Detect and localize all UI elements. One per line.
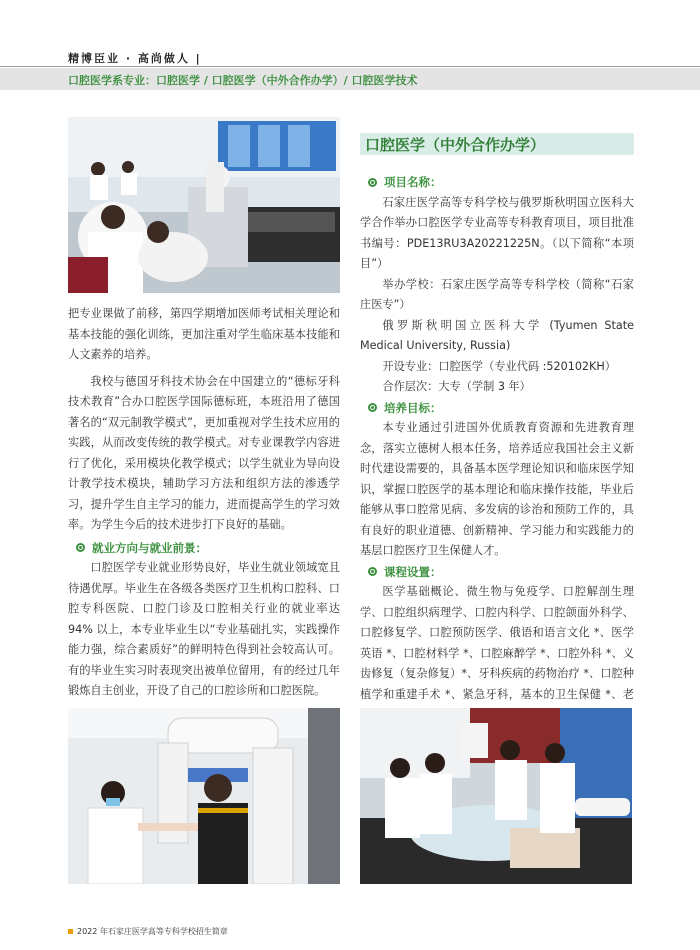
footer	[68, 926, 228, 937]
project-heading	[368, 172, 634, 193]
bullet-icon	[368, 403, 377, 412]
right-column	[360, 172, 634, 746]
left-paragraph-1: 把专业课做了前移，第四学期增加医师考试相关理论和基本技能的强化训练，更加注重对学生临床基本技能和人文素养的培养。	[68, 307, 340, 361]
courses-heading-label: 课程设置：	[384, 564, 442, 579]
footer-text: 2022 年石家庄医学高等专科学校招生简章	[77, 927, 228, 936]
project-heading-label: 项目名称：	[384, 175, 442, 189]
goal-heading	[368, 398, 634, 419]
header-divider	[0, 66, 700, 67]
goal-text: 本专业通过引进国外优质教育资源和先进教育理念，落实立德树人根本任务，培养适应我国社会主义新时代建设需要的，具备基本医学理论知识和临床医学知识，掌握口腔医学的基本理论和临床操作技能，毕业后能够从事口腔常见病、多发病的诊治和预防工作的，具有良好的职业道德、创新精神、学习能力和实践能力的基层口腔医疗卫生保健人才。	[360, 421, 634, 557]
employment-heading	[76, 538, 340, 559]
photo-dental-lab	[68, 117, 340, 293]
photo-clinical-practice	[360, 708, 632, 884]
goal-heading-label: 培养目标：	[384, 400, 442, 415]
bullet-icon	[368, 567, 377, 576]
section-title: 口腔医学（中外合作办学）	[365, 136, 546, 154]
photo-xray-machine	[68, 708, 340, 884]
bullet-icon	[368, 178, 377, 187]
bullet-icon	[76, 543, 85, 552]
project-host-ru: 俄罗斯秋明国立医科大学 (Tyumen State Medical University, Russia)	[360, 318, 634, 352]
project-level: 合作层次：大专（学制 3 年）	[382, 380, 531, 393]
courses-text: 医学基础概论、微生物与免疫学、口腔解剖生理学、口腔组织病理学、口腔内科学、口腔颌面外科学、口腔修复学、口腔预防医学、俄语和语言文化 *、医学英语 *、口腔材料学 *、口腔麻醉学 *、口腔外科 *、义齿修复（复杂修复）*、牙科疾病的药物治疗 *、口腔种植学和重建手术 *、紧急牙科，基本的卫生保健 *、老	[360, 585, 634, 701]
employment-text: 口腔医学专业就业形势良好，毕业生就业领域宽且待遇优厚。毕业生在各级各类医疗卫生机构口腔科、口腔专科医院、口腔门诊及口腔相关行业的就业率达 94% 以上，本专业毕业生以“专业基础扎实，实践操作能力强，综合素质好”的鲜明特色得到社会较高认可。有的毕业生实习时表现突出被单位留用，有的经过几年锻炼自主创业，开设了自己的口腔诊所和口腔医院。	[68, 561, 340, 697]
employment-heading-label: 就业方向与就业前景：	[92, 540, 207, 555]
left-column	[68, 304, 340, 702]
left-paragraph-2: 我校与德国牙科技术协会在中国建立的“德标牙科技术教育”合办口腔医学国际德标班，本班沿用了德国著名的“双元制教学模式”，更加重视对学生技术应用的实践，从而改变传统的教学模式。对专业课教学内容进行了优化，采用模块化教学模式；以学生就业为导向设计教学技术模块，辅助学习方法和组织方法的渗透学习，提升学生自主学习的能力，进而提高学生的学习效率。为学生今后的技术进步打下良好的基础。	[68, 374, 340, 531]
courses-heading	[368, 562, 634, 583]
breadcrumb: 口腔医学系专业：口腔医学 / 口腔医学（中外合作办学）/ 口腔医学技术	[68, 74, 418, 87]
footer-square-icon	[68, 929, 73, 934]
project-text: 石家庄医学高等专科学校与俄罗斯秋明国立医科大学合作举办口腔医学专业高等专科教育项目，项目批准书编号：PDE13RU3A20221225N。（以下简称“本项目”）	[360, 195, 634, 270]
project-major: 开设专业：口腔医学（专业代码 :520102KH）	[382, 359, 616, 373]
project-host-cn: 举办学校：石家庄医学高等专科学校（简称“石家庄医专”）	[360, 277, 634, 311]
header-motto: 精博臣业 · 高尚做人 |	[68, 52, 202, 65]
